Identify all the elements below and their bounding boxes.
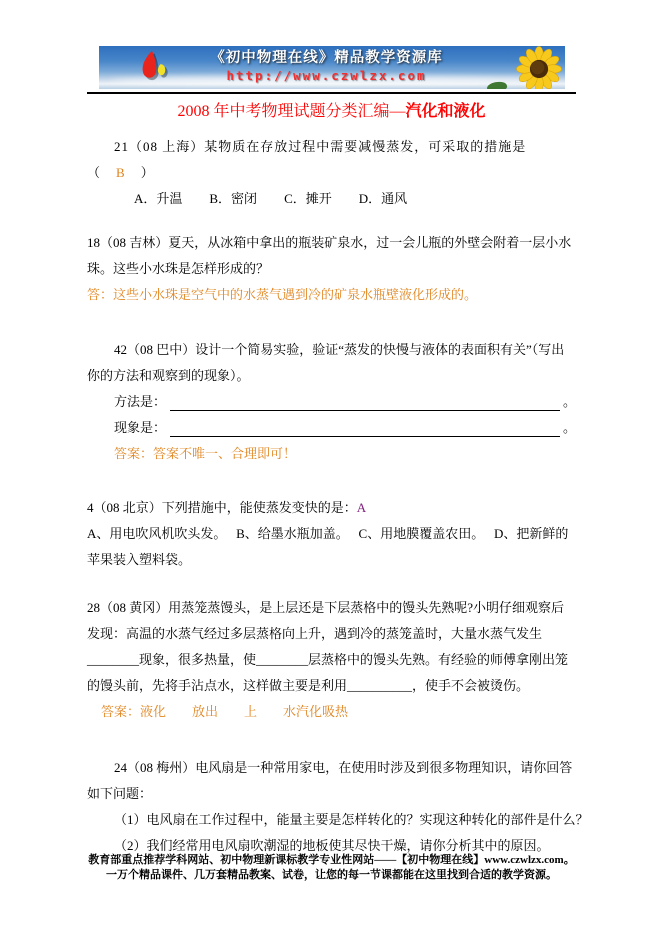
page-title bbox=[87, 101, 576, 123]
question-21-answer-line bbox=[87, 160, 576, 186]
option-a: A．升温 bbox=[134, 191, 183, 206]
sunflower-icon bbox=[515, 46, 563, 89]
question-18 bbox=[87, 230, 576, 308]
header-banner bbox=[99, 46, 565, 89]
question-42-answer: 答案：答案不唯一、合理即可！ bbox=[114, 446, 297, 461]
document-page bbox=[87, 46, 589, 883]
method-period: 。 bbox=[562, 394, 576, 409]
question-21-options bbox=[134, 186, 576, 212]
phenomenon-blank-line[interactable] bbox=[170, 415, 560, 437]
question-24-stem: 24（08 梅州）电风扇是一种常用家电，在使用时涉及到很多物理知识，请你回答如下问题： bbox=[87, 760, 573, 801]
question-24-sub-question-1: （1）电风扇在工作过程中，能量主要是怎样转化的？实现这种转化的部件是什么？ bbox=[114, 812, 589, 827]
option-c: C．摊开 bbox=[284, 191, 332, 206]
question-42-method-row bbox=[114, 389, 576, 415]
question-42-phenomenon-row bbox=[114, 415, 576, 441]
question-24-sub-question-2: （2）我们经常用电风扇吹潮湿的地板使其尽快干燥，请你分析其中的原因。 bbox=[114, 838, 550, 853]
question-24 bbox=[87, 755, 589, 859]
question-4 bbox=[87, 495, 576, 573]
bracket-open: （ bbox=[87, 165, 101, 180]
method-label: 方法是： bbox=[114, 394, 167, 409]
question-28 bbox=[87, 595, 576, 725]
option-d: D．通风 bbox=[358, 191, 408, 206]
page-footer: 教育部重点推荐学科网站、初中物理新课标教学专业性网站——【初中物理在线】www.czwlzx.com。一万个精品课件、几万套精品教案、试卷，让您的每一节课都能在这里找到合适的教学资源。 bbox=[88, 854, 575, 881]
question-42-stem: 42（08 巴中）设计一个简易实验，验证“蒸发的快慢与液体的表面积有关”（写出你的方法和观察到的现象）。 bbox=[87, 342, 565, 383]
banner-site-url: http://www.czwlzx.com bbox=[226, 68, 427, 83]
banner-text bbox=[99, 48, 565, 84]
question-28-stem: 28（08 黄冈）用蒸笼蒸馒头，是上层还是下层蒸格中的馒头先熟呢?小明仔细观察后发现：高温的水蒸气经过多层蒸格向上升，遇到冷的蒸笼盖时，大量水蒸气发生________现象，很多热量，使________层蒸格中的馒头先熟。有经验的师傅拿刚出笼的馒头前，先将手沾点水，这样做主要是利用__________，使手不会被烫伤。 bbox=[87, 600, 569, 693]
page-title-prefix: 2008 年中考物理试题分类汇编— bbox=[177, 103, 406, 120]
question-4-answer-value: A bbox=[356, 500, 367, 515]
question-18-answer: 答：这些小水珠是空气中的水蒸气遇到冷的矿泉水瓶壁液化形成的。 bbox=[87, 287, 478, 302]
question-21-answer-value: B bbox=[116, 165, 125, 180]
page-title-emphasis: 汽化和液化 bbox=[405, 103, 486, 120]
header-divider bbox=[87, 46, 576, 94]
question-21-stem: 21（08 上海）某物质在存放过程中需要减慢蒸发，可采取的措施是 bbox=[114, 139, 527, 154]
question-42 bbox=[87, 337, 576, 467]
question-21 bbox=[87, 134, 576, 212]
question-4-options: A、用电吹风机吹头发。 B、给墨水瓶加盖。 C、用地膜覆盖农田。 D、把新鲜的苹果装入塑料袋。 bbox=[87, 526, 569, 567]
question-28-answer: 答案：液化 放出 上 水汽化吸热 bbox=[101, 704, 349, 719]
banner-site-title: 《初中物理在线》精品教学资源库 bbox=[210, 50, 443, 66]
phenomenon-label: 现象是： bbox=[114, 420, 167, 435]
bracket-close: ） bbox=[140, 165, 154, 180]
option-b: B．密闭 bbox=[209, 191, 258, 206]
question-4-stem: 4（08 北京）下列措施中，能使蒸发变快的是： bbox=[87, 500, 357, 515]
method-blank-line[interactable] bbox=[170, 389, 560, 411]
question-4-stem-line bbox=[87, 495, 576, 521]
question-18-stem: 18（08 吉林）夏天，从冰箱中拿出的瓶装矿泉水，过一会儿瓶的外壁会附着一层小水珠。这些小水珠是怎样形成的？ bbox=[87, 235, 572, 276]
phenomenon-period: 。 bbox=[562, 420, 576, 435]
